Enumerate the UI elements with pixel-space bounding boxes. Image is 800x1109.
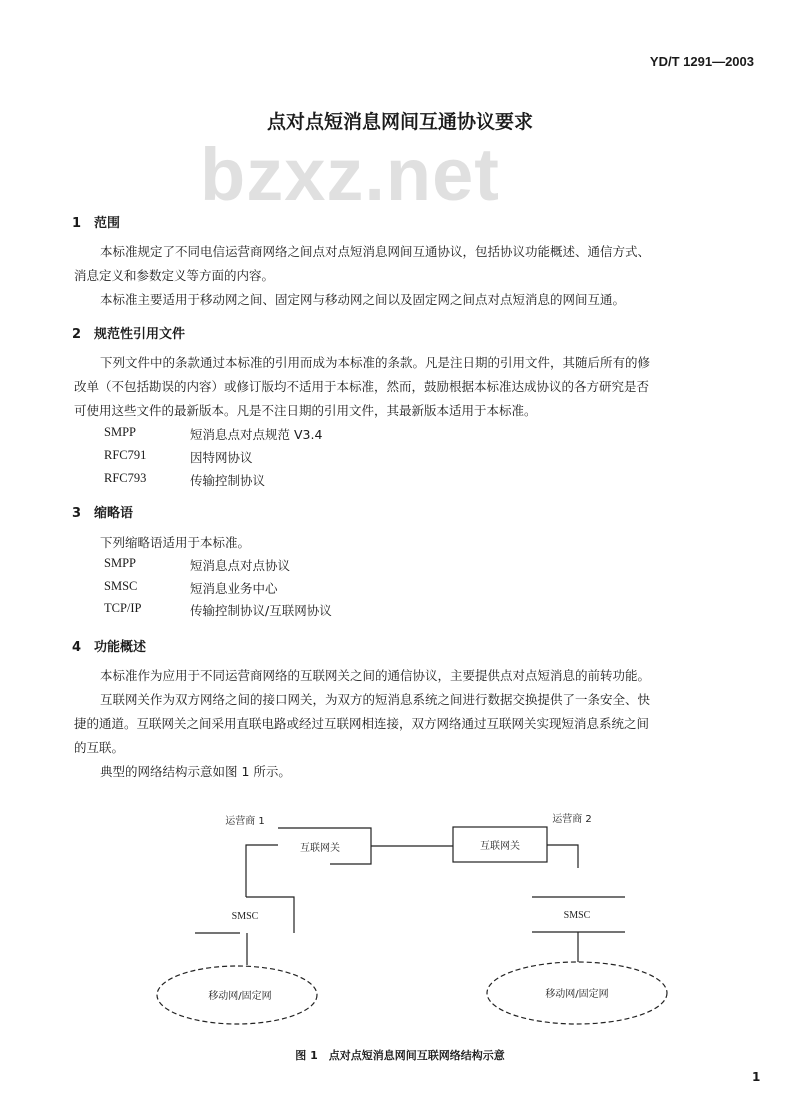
abbreviation-desc: 短消息点对点协议 [190, 558, 291, 573]
section-number: 1 [72, 216, 82, 231]
page-number: 1 [752, 1070, 761, 1084]
paragraph-line: 改单（不包括勘误的内容）或修订版均不适用于本标准，然而，鼓励根据本标准达成协议的各方研究是否 [74, 379, 650, 394]
paragraph-line: 下列文件中的条款通过本标准的引用而成为本标准的条款。凡是注日期的引用文件，其随后所有的修 [100, 355, 651, 370]
abbreviation-code: SMPP [104, 556, 136, 570]
standard-number: YD/T 1291—2003 [649, 54, 754, 69]
abbreviation-desc: 短消息业务中心 [190, 581, 278, 596]
paragraph-line: 本标准主要适用于移动网之间、固定网与移动网之间以及固定网之间点对点短消息的网间互通。 [100, 292, 626, 307]
section-number: 2 [72, 327, 82, 342]
section-number: 3 [72, 506, 82, 521]
abbreviation-code: SMSC [104, 579, 138, 593]
network-1-label: 移动网/固定网 [208, 991, 272, 1002]
reference-code: RFC791 [104, 448, 147, 462]
gateway-2-to-smsc-2 [547, 845, 578, 868]
gateway-1-label: 互联网关 [300, 843, 340, 854]
reference-code: SMPP [104, 425, 136, 439]
paragraph-line: 的互联。 [74, 740, 125, 755]
paragraph-line: 消息定义和参数定义等方面的内容。 [74, 268, 275, 283]
network-2-label: 移动网/固定网 [545, 989, 609, 1000]
reference-code: RFC793 [104, 471, 147, 485]
reference-desc: 短消息点对点规范 V3.4 [190, 427, 323, 442]
section-title: 范围 [94, 216, 121, 231]
figure-caption: 图 1 点对点短消息网间互联网络结构示意 [295, 1049, 505, 1062]
section-title: 缩略语 [94, 506, 134, 521]
page-title: 点对点短消息网间互通协议要求 [266, 111, 533, 133]
section-title: 功能概述 [94, 640, 147, 655]
abbreviation-desc: 传输控制协议/互联网协议 [190, 603, 332, 618]
paragraph-line: 下列缩略语适用于本标准。 [100, 535, 251, 550]
paragraph-line: 典型的网络结构示意如图 1 所示。 [100, 764, 291, 779]
operator-2-label: 运营商 2 [552, 814, 592, 825]
reference-desc: 传输控制协议 [190, 473, 266, 488]
smsc-2-label: SMSC [563, 910, 591, 921]
gateway-2-label: 互联网关 [480, 841, 520, 852]
paragraph-line: 本标准作为应用于不同运营商网络的互联网关之间的通信协议，主要提供点对点短消息的前转功能。 [100, 668, 651, 683]
section-title: 规范性引用文件 [94, 327, 186, 342]
section-number: 4 [72, 640, 82, 655]
paragraph-line: 可使用这些文件的最新版本。凡是不注日期的引用文件，其最新版本适用于本标准。 [74, 403, 537, 418]
abbreviation-code: TCP/IP [104, 601, 142, 615]
paragraph-line: 本标准规定了不同电信运营商网络之间点对点短消息网间互通协议，包括协议功能概述、通信方式、 [100, 244, 651, 259]
reference-desc: 因特网协议 [190, 450, 253, 465]
operator-1-label: 运营商 1 [225, 816, 265, 827]
smsc-1-label: SMSC [231, 911, 259, 922]
paragraph-line: 互联网关作为双方网络之间的接口网关，为双方的短消息系统之间进行数据交换提供了一条安全、快 [100, 692, 651, 707]
paragraph-line: 捷的通道。互联网关之间采用直联电路或经过互联网相连接，双方网络通过互联网关实现短消息系统之间 [74, 716, 650, 731]
gateway-1-to-smsc-1 [246, 845, 278, 897]
watermark: bzxz.net [200, 133, 500, 216]
